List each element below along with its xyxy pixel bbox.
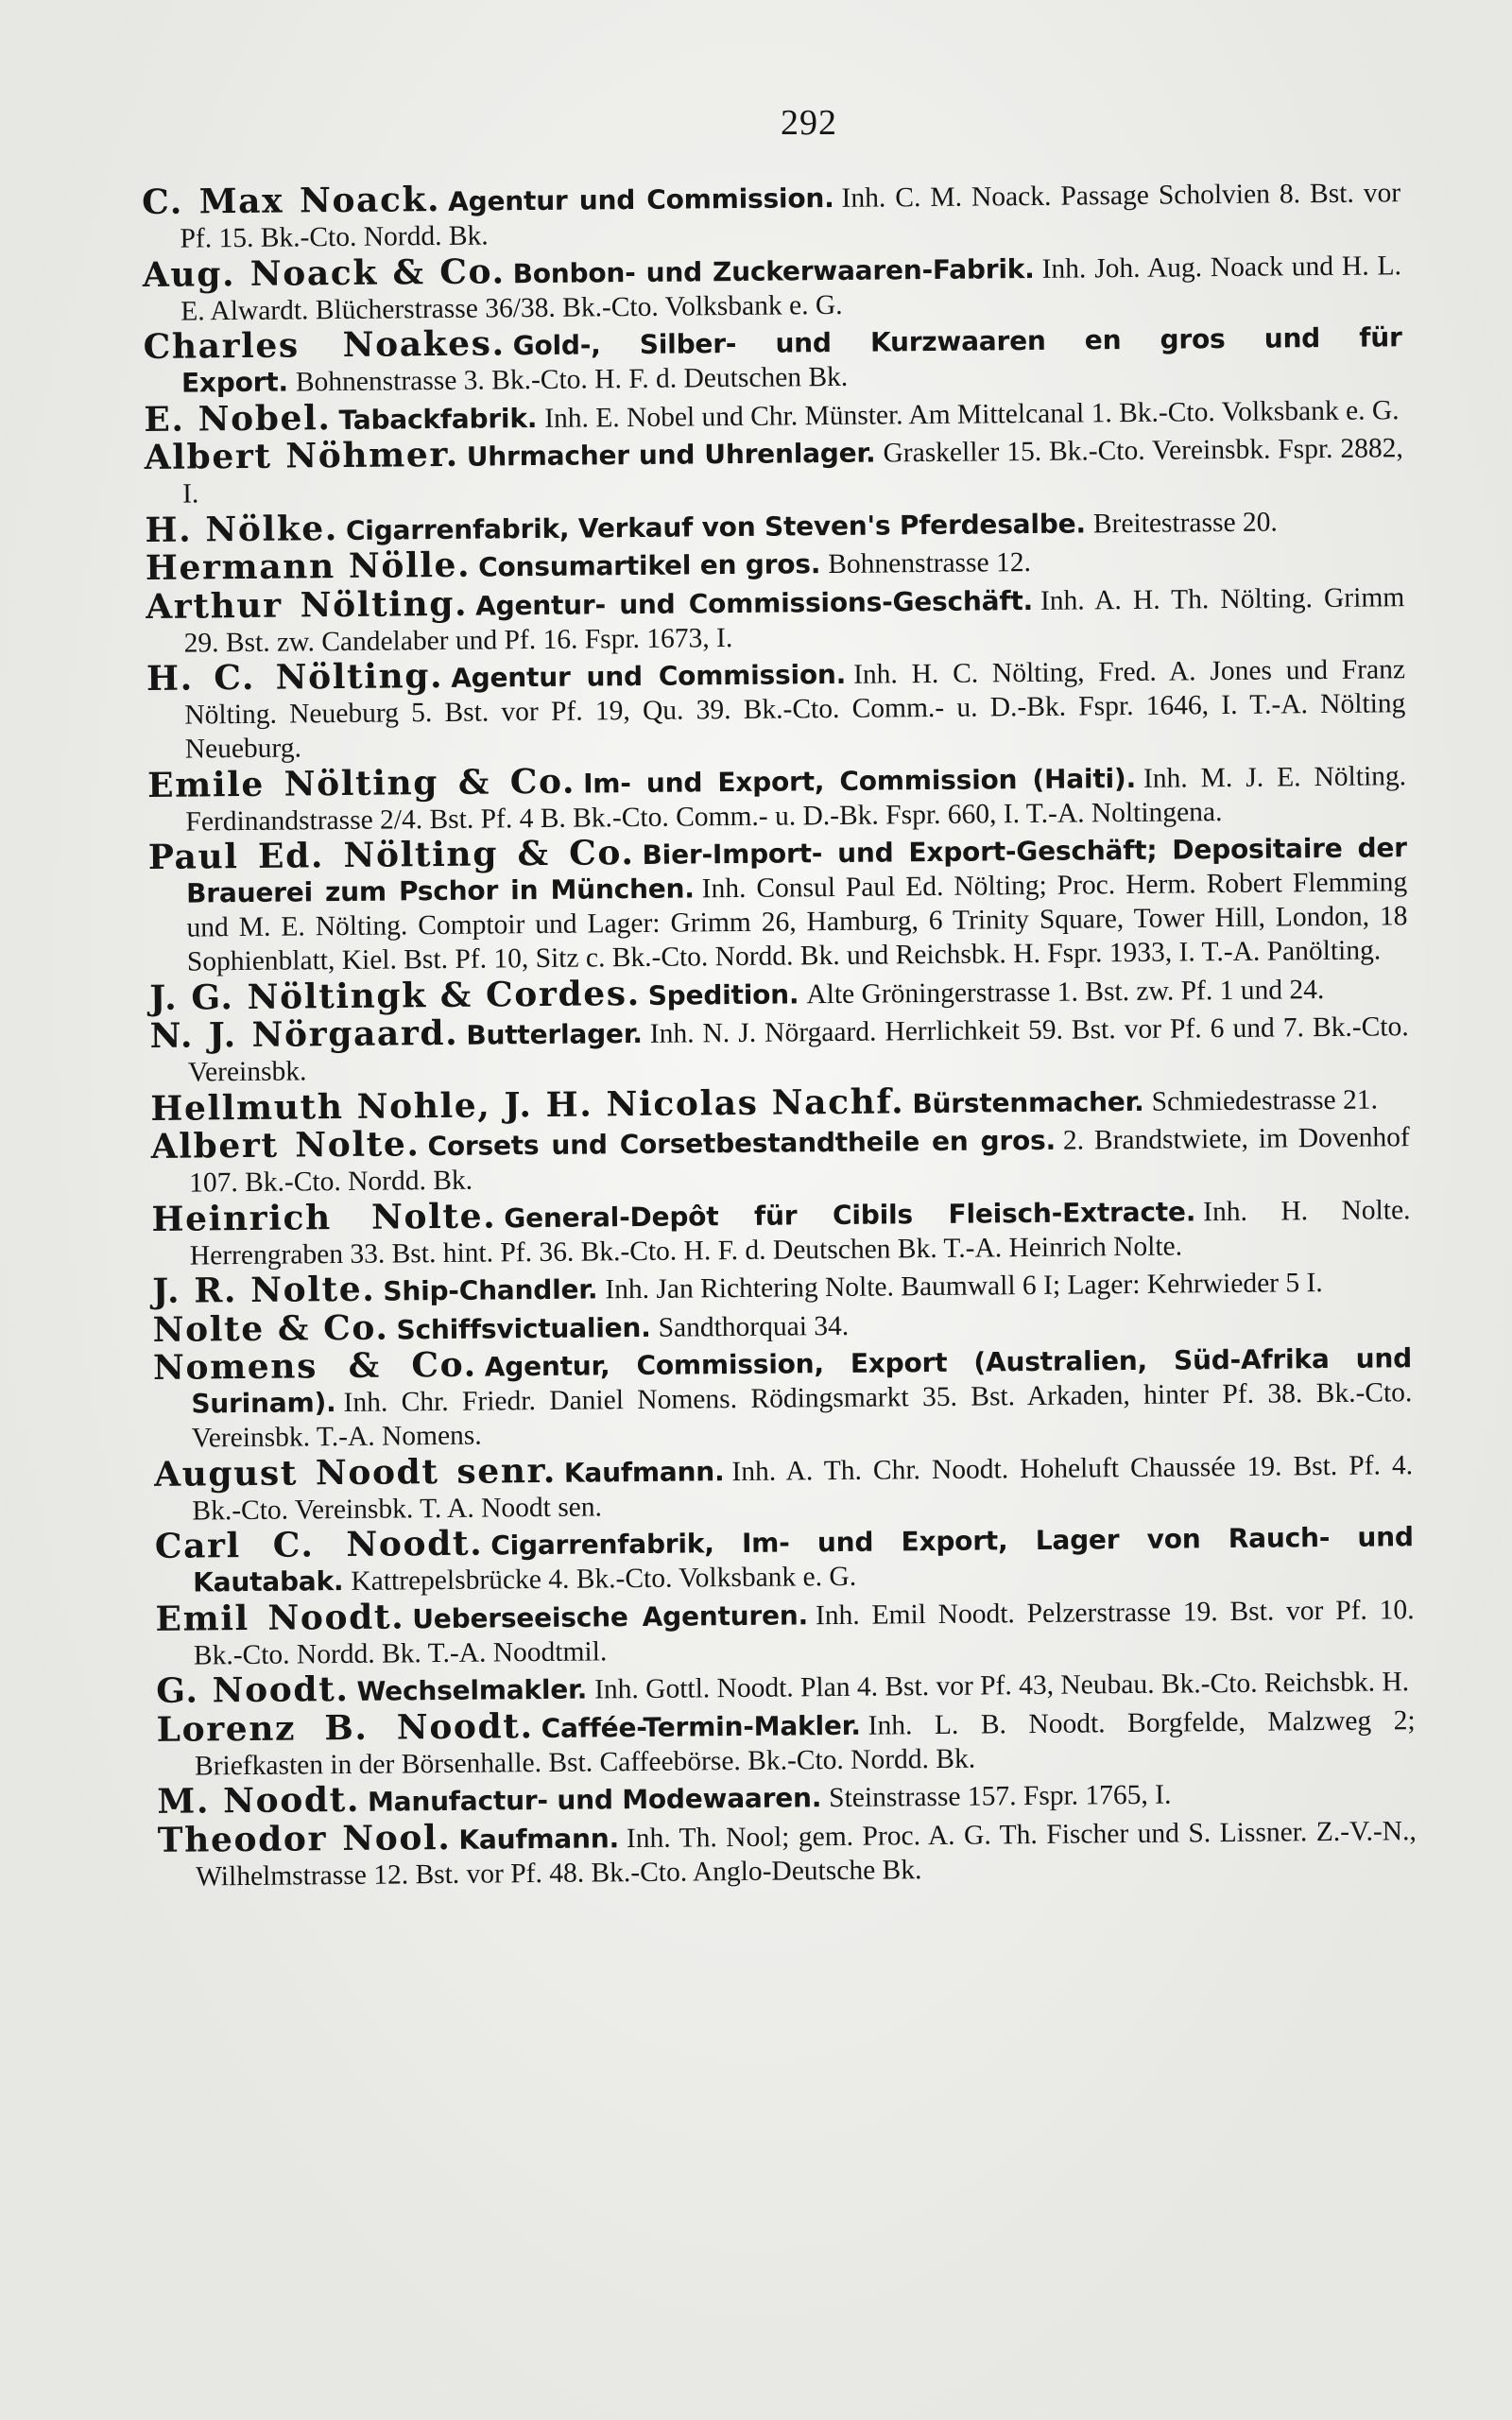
entry-details: Steinstrasse 157. Fspr. 1765, I. [829, 1779, 1172, 1814]
entry-name: Hellmuth Nohle, J. H. Nicolas Nachf. [150, 1080, 905, 1129]
entry-details: Graskeller 15. Bk.-Cto. Vereinsbk. Fspr. 2882, I. [181, 433, 1403, 510]
entry-business: Uhrmacher und Uhrenlager. [466, 437, 876, 473]
entry-name: Emil Noodt. [155, 1596, 405, 1639]
entry-details: Bohnenstrasse 12. [828, 546, 1032, 580]
entry-name: H. Nölke. [145, 508, 339, 550]
directory-entry [158, 1811, 1418, 1894]
entry-business: Gold-, Silber- und Kurzwaaren en gros und für Export. [180, 321, 1402, 399]
entry-name: E. Nobel. [144, 397, 332, 440]
entry-name: J. R. Nolte. [152, 1269, 376, 1311]
entry-details: Inh. E. Nobel und Chr. Münster. Am Mittelcanal 1. Bk.-Cto. Volksbank e. G. [544, 394, 1400, 434]
entry-business: Agentur und Commission. [451, 658, 847, 694]
directory-entry [145, 428, 1404, 511]
entry-business: Cigarrenfabrik, Im- und Export, Lager von Rauch- und Kautabak. [193, 1521, 1414, 1599]
entry-details: Inh. L. B. Noodt. Borgfelde, Malzweg 2; Briefkasten in der Börsenhalle. Bst. Caffeebörse. Bk.-Cto. Nordd. Bk. [194, 1704, 1416, 1782]
entry-business: Consumartikel en gros. [478, 548, 821, 583]
entry-name: Nomens & Co. [152, 1344, 477, 1388]
entry-business: Agentur- und Commissions-Geschäft. [475, 584, 1034, 622]
directory-entry [146, 578, 1405, 661]
entry-name: Lorenz B. Noodt. [156, 1705, 534, 1750]
directory-entry [157, 1701, 1417, 1784]
entry-name: Theodor Nool. [157, 1817, 452, 1860]
directory-entry [154, 1445, 1414, 1529]
entry-business: General-Depôt für Cibils Fleisch-Extracte. [504, 1195, 1196, 1234]
entry-details: Inh. Chr. Friedr. Daniel Nomens. Rödingsmarkt 35. Bst. Arkaden, hinter Pf. 38. Bk.-Cto. Vereinsbk. T.-A. Nomens. [191, 1377, 1413, 1454]
directory-entry [155, 1517, 1415, 1600]
entry-details: Bohnenstrasse 3. Bk.-Cto. H. F. d. Deutschen Bk. [295, 361, 849, 398]
entry-name: Charles Noakes. [143, 323, 506, 367]
entry-name: M. Noodt. [157, 1779, 361, 1822]
entry-name: Nolte & Co. [152, 1307, 389, 1350]
entry-list [142, 173, 1417, 1893]
directory-entry [151, 1117, 1411, 1201]
entry-business: Corsets und Corsetbestandtheile en gros. [427, 1124, 1057, 1163]
entry-details: Inh. Emil Noodt. Pelzerstrasse 19. Bst. vor Pf. 10. Bk.-Cto. Nordd. Bk. T.-A. Noodtmil. [193, 1594, 1415, 1671]
directory-entry [142, 173, 1401, 256]
entry-business: Butterlager. [466, 1017, 643, 1051]
entry-details: Breitestrasse 20. [1092, 506, 1279, 539]
entry-business: Schiffsvictualien. [396, 1311, 651, 1345]
entry-details: Inh. M. J. E. Nölting. Ferdinandstrasse 2/4. Bst. Pf. 4 B. Bk.-Cto. Comm.- u. D.-Bk. Fspr. 660, I. T.-A. Noltingena. [185, 760, 1407, 838]
entry-name: Paul Ed. Nölting & Co. [147, 833, 635, 877]
entry-details: Inh. N. J. Nörgaard. Herrlichkeit 59. Bst. vor Pf. 6 und 7. Bk.-Cto. Vereinsbk. [187, 1011, 1409, 1088]
entry-name: Heinrich Nolte. [151, 1195, 497, 1239]
entry-business: Tabackfabrik. [338, 402, 538, 436]
entry-details: Inh. C. M. Noack. Passage Scholvien 8. Bst. vor Pf. 15. Bk.-Cto. Nordd. Bk. [180, 178, 1401, 254]
directory-entry [143, 318, 1402, 401]
entry-details: Inh. Th. Nool; gem. Proc. A. G. Th. Fischer und S. Lissner. Z.-V.-N., Wilhelmstrasse 12. Bst. vor Pf. 48. Bk.-Cto. Anglo-Deutsche Bk. [196, 1815, 1417, 1893]
entry-name: Carl C. Noodt. [154, 1523, 484, 1566]
entry-business: Kaufmann. [563, 1455, 725, 1489]
directory-entry [148, 828, 1408, 979]
entry-business: Agentur und Commission. [448, 182, 834, 217]
entry-details: 2. Brandstwiete, im Dovenhof 107. Bk.-Cto. Nordd. Bk. [188, 1122, 1410, 1199]
entry-business: Agentur, Commission, Export (Australien, Süd-Afrika und Surinam). [191, 1342, 1413, 1420]
entry-name: C. Max Noack. [141, 179, 441, 222]
entry-name: J. G. Nöltingk & Cordes. [149, 973, 641, 1018]
entry-business: Bürstenmacher. [912, 1085, 1144, 1119]
entry-details: Kattrepelsbrücke 4. Bk.-Cto. Volksbank e. G. [351, 1561, 857, 1597]
entry-business: Kaufmann. [458, 1822, 620, 1856]
directory-entry [146, 649, 1406, 767]
page-number: 292 [781, 103, 837, 143]
entry-business: Spedition. [647, 977, 799, 1011]
directory-entry [151, 1190, 1411, 1273]
entry-name: Albert Nolte. [150, 1124, 421, 1167]
entry-details: Inh. Consul Paul Ed. Nölting; Proc. Herm. Robert Flemming und M. E. Nölting. Comptoir und Lager: Grimm 26, Hamburg, 6 Trinity Square, Tower Hill, London, 18 Sophienblatt, Kiel. Bst. Pf. 10, Sitz c. Bk.-Cto. Nordd. Bk. und Reichsbk. H. Fspr. 1933, I. T.-A. Panölting. [186, 867, 1408, 977]
entry-business: Caffée-Termin-Makler. [541, 1709, 861, 1744]
entry-name: Hermann Nölle. [145, 544, 472, 588]
entry-details: Sandthorquai 34. [658, 1310, 850, 1343]
entry-business: Manufactur- und Modewaaren. [367, 1782, 822, 1818]
entry-business: Cigarrenfabrik, Verkauf von Steven's Pferdesalbe. [345, 507, 1087, 546]
entry-name: August Noodt senr. [153, 1450, 558, 1495]
directory-entry [149, 1007, 1409, 1090]
entry-name: Albert Nöhmer. [144, 434, 459, 477]
entry-business: Im- und Export, Commission (Haiti). [582, 762, 1137, 800]
entry-details: Inh. H. C. Nölting, Fred. A. Jones und Franz Nölting. Neueburg 5. Bst. vor Pf. 19, Qu. 39. Bk.-Cto. Comm.- u. D.-Bk. Fspr. 1646, I. T.-A. Nölting Neueburg. [184, 654, 1406, 765]
entry-business: Ship-Chandler. [383, 1273, 598, 1307]
entry-details: Inh. Jan Richtering Nolte. Baumwall 6 I; Lager: Kehrwieder 5 I. [605, 1268, 1323, 1305]
directory-entry [153, 1339, 1413, 1456]
entry-name: G. Noodt. [156, 1668, 350, 1711]
entry-name: H. C. Nölting. [146, 655, 444, 699]
entry-details: Schmiedestrasse 21. [1151, 1083, 1379, 1117]
entry-business: Ueberseeische Agenturen. [412, 1599, 809, 1634]
entry-name: Emile Nölting & Co. [146, 761, 576, 805]
entry-details: Inh. A. H. Th. Nölting. Grimm 29. Bst. zw. Candelaber und Pf. 16. Fspr. 1673, I. [183, 581, 1405, 659]
directory-entry [147, 756, 1407, 839]
entry-details: Inh. H. Nolte. Herrengraben 33. Bst. hint. Pf. 36. Bk.-Cto. H. F. d. Deutschen Bk. T.-A. Heinrich Nolte. [189, 1194, 1411, 1271]
entry-name: Arthur Nölting. [146, 583, 469, 627]
entry-name: Aug. Noack & Co. [142, 251, 506, 295]
entry-details: Inh. A. Th. Chr. Noodt. Hoheluft Chaussée 19. Bst. Pf. 4. Bk.-Cto. Vereinsbk. T. A. Noodt sen. [192, 1449, 1414, 1527]
entry-business: Bier-Import- und Export-Geschäft; Depositaire der Brauerei zum Pschor in München. [186, 832, 1407, 909]
entry-business: Wechselmakler. [356, 1673, 588, 1707]
entry-details: Alte Gröningerstrasse 1. Bst. zw. Pf. 1 und 24. [806, 974, 1325, 1010]
entry-name: N. J. Nörgaard. [149, 1012, 459, 1056]
directory-entry [143, 246, 1402, 329]
directory-entry [155, 1590, 1415, 1673]
entry-business: Bonbon- und Zuckerwaaren-Fabrik. [512, 252, 1035, 289]
entry-details: Inh. Gottl. Noodt. Plan 4. Bst. vor Pf. 43, Neubau. Bk.-Cto. Reichsbk. H. [593, 1667, 1410, 1705]
entry-details: Inh. Joh. Aug. Noack und H. L. E. Alwardt. Blücherstrasse 36/38. Bk.-Cto. Volksbank e. G. [180, 250, 1402, 327]
